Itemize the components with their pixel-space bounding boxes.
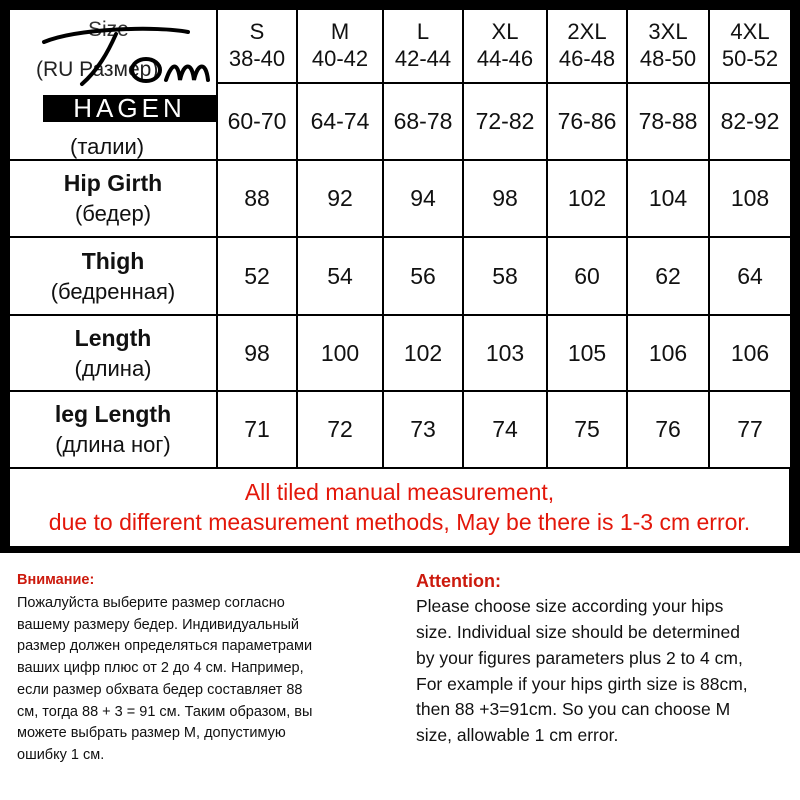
leg-length-value: 72 (298, 392, 382, 467)
size-ru-range: 42-44 (394, 46, 452, 71)
notice-ru (17, 570, 397, 767)
size-ru-range: 38-40 (228, 46, 286, 71)
notice-ru-line: вашему размеру бедер. Индивидуальный (17, 616, 300, 633)
row-label-cell (10, 238, 216, 314)
waist-sub-label: (талии) (70, 134, 145, 159)
leg-length-value: 75 (548, 392, 626, 467)
size-ru-range: 48-50 (639, 46, 697, 71)
waist-value: 78-88 (628, 84, 708, 159)
notice-ru-title: Внимание: (17, 572, 95, 588)
note-line: All tiled manual measurement, (244, 479, 555, 506)
row-label: Length (74, 324, 152, 351)
thigh-value: 62 (628, 238, 708, 314)
row-sub-label: (длина) (74, 355, 152, 381)
length-value: 103 (464, 316, 546, 390)
waist-value: 64-74 (298, 84, 382, 159)
notice-ru-line: см, тогда 88 + 3 = 91 см. Таким образом, вы (17, 703, 313, 720)
length-value: 105 (548, 316, 626, 390)
brand-logo: HAGEN (43, 95, 216, 122)
size-name: S (249, 19, 265, 45)
thigh-value: 54 (298, 238, 382, 314)
hip-value: 92 (298, 161, 382, 236)
length-value: 100 (298, 316, 382, 390)
size-ru-range: 50-52 (721, 46, 779, 71)
notice-en-line: then 88 +3=91cm. So you can choose M (416, 699, 731, 720)
corner-ru-label: (RU Размер) (36, 58, 159, 81)
size-ru-range: 44-46 (476, 46, 534, 71)
size-col-header (628, 10, 708, 82)
waist-value: 76-86 (548, 84, 626, 159)
notice-ru-line: Пожалуйста выберите размер согласно (17, 594, 285, 611)
size-col-header (298, 10, 382, 82)
size-name: M (330, 19, 350, 45)
note-line: due to different measurement methods, May be there is 1-3 cm error. (48, 508, 751, 535)
notice-ru-line: можете выбрать размер M, допустимую (17, 725, 286, 742)
hip-value: 94 (384, 161, 462, 236)
measurement-note (10, 469, 789, 546)
notice-en-line: size. Individual size should be determined (416, 622, 740, 643)
leg-length-value: 74 (464, 392, 546, 467)
thigh-value: 64 (710, 238, 790, 314)
thigh-value: 60 (548, 238, 626, 314)
thigh-value: 56 (384, 238, 462, 314)
size-name: 2XL (567, 19, 607, 45)
row-sub-label: (бедер) (74, 201, 152, 227)
length-value: 106 (628, 316, 708, 390)
length-value: 102 (384, 316, 462, 390)
notice-ru-line: ошибку 1 см. (17, 747, 105, 763)
hip-value: 98 (464, 161, 546, 236)
notice-en-title: Attention: (416, 571, 501, 591)
row-label-cell (10, 392, 216, 467)
brand-script-logo (38, 22, 218, 92)
size-ru-range: 46-48 (558, 46, 616, 71)
hip-value: 108 (710, 161, 790, 236)
row-sub-label: (длина ног) (55, 432, 171, 458)
size-col-header (710, 10, 790, 82)
notice-ru-line: если размер обхвата бедер составляет 88 (17, 681, 303, 698)
length-value: 106 (710, 316, 790, 390)
size-col-header (548, 10, 626, 82)
row-label: leg Length (54, 401, 172, 428)
hip-value: 88 (218, 161, 296, 236)
size-ru-range: 40-42 (311, 46, 369, 71)
leg-length-value: 71 (218, 392, 296, 467)
size-name: L (416, 19, 430, 45)
notice-en-line: For example if your hips girth size is 88cm, (416, 673, 748, 694)
notice-en (416, 568, 796, 749)
leg-length-value: 77 (710, 392, 790, 467)
hip-value: 102 (548, 161, 626, 236)
size-col-header (218, 10, 296, 82)
notice-ru-line: ваших цифр плюс от 2 до 4 см. Например, (17, 660, 304, 676)
notice-en-line: by your figures parameters plus 2 to 4 cm, (416, 647, 743, 668)
thigh-value: 52 (218, 238, 296, 314)
size-name: XL (491, 19, 519, 45)
thigh-value: 58 (464, 238, 546, 314)
waist-value: 82-92 (710, 84, 790, 159)
row-label-cell (10, 316, 216, 390)
notice-en-line: Please choose size according your hips (416, 596, 724, 617)
length-value: 98 (218, 316, 296, 390)
row-label: Hip Girth (63, 170, 163, 197)
waist-value: 60-70 (218, 84, 296, 159)
leg-length-value: 73 (384, 392, 462, 467)
notice-en-line: size, allowable 1 cm error. (416, 725, 619, 746)
row-label: Thigh (81, 247, 145, 274)
hip-value: 104 (628, 161, 708, 236)
corner-size-label: Size (88, 18, 129, 41)
waist-value: 68-78 (384, 84, 462, 159)
leg-length-value: 76 (628, 392, 708, 467)
size-col-header (464, 10, 546, 82)
waist-value: 72-82 (464, 84, 546, 159)
notice-ru-line: размер должен определяться параметрами (17, 638, 313, 655)
size-name: 3XL (648, 19, 688, 45)
size-col-header (384, 10, 462, 82)
size-name: 4XL (730, 19, 770, 45)
row-sub-label: (бедренная) (50, 278, 176, 304)
row-label-cell (10, 161, 216, 236)
